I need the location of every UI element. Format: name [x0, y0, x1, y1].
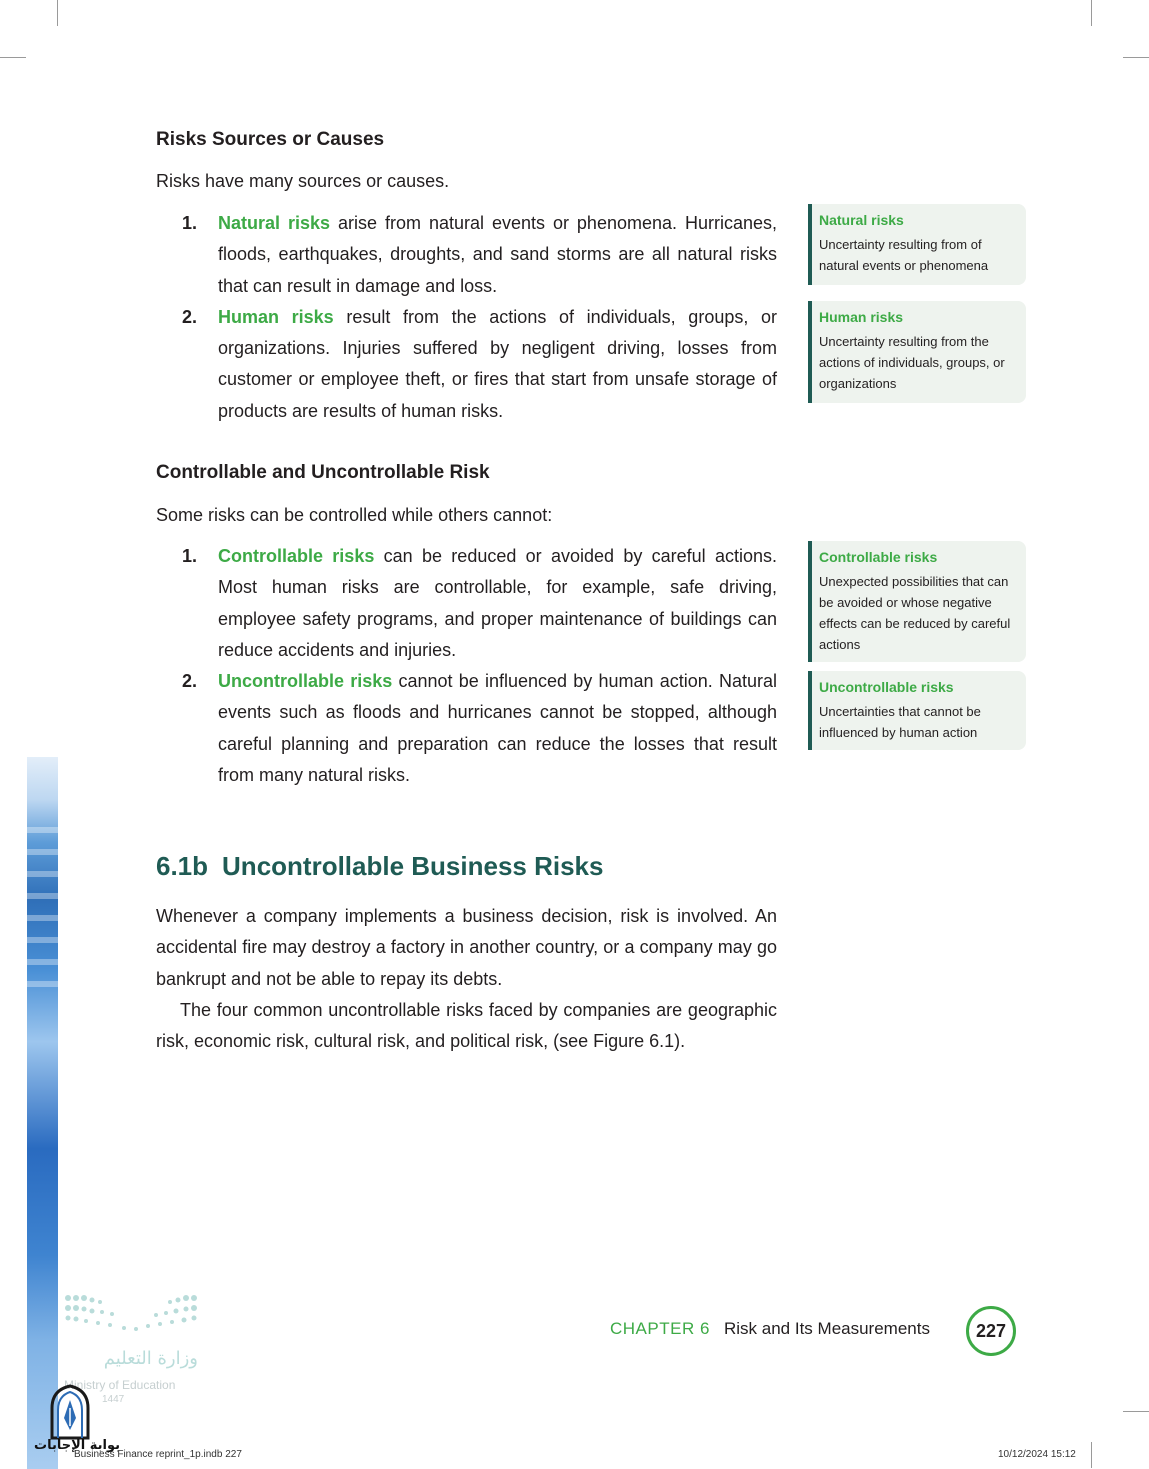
glossary-controllable-risks [808, 541, 1026, 662]
crop-mark [0, 57, 26, 58]
glossary-uncontrollable-risks [808, 671, 1026, 750]
list-risk-sources [156, 208, 777, 427]
keyword-controllable-risks: Controllable risks [218, 546, 375, 566]
item-text: result from the actions of individuals, groups, or organizations. Injuries suffered by negligent driving, losses from customer or employee theft, or fires that start from unsafe storage of products are results of human risks. [218, 306, 777, 421]
item-text: can be reduced or avoided by careful actions. Most human risks are controllable, for example, safe driving, employee safety programs, and proper maintenance of buildings can reduce accidents and injuries. [218, 546, 778, 660]
crop-mark [57, 0, 58, 26]
item-text: arise from natural events or phenomena. Hurricanes, floods, earthquakes, droughts, and sand storms are all natural risks that can result in damage and loss. [218, 213, 777, 296]
section-body [156, 901, 777, 1057]
heading-risk-sources: Risks Sources or Causes [156, 129, 385, 150]
ministry-arabic: وزارة التعليم [103, 1348, 198, 1369]
heading-controllable: Controllable and Uncontrollable Risk [156, 462, 490, 483]
crop-mark [1123, 1411, 1149, 1412]
list-item [156, 208, 777, 302]
list-item [156, 302, 777, 427]
paragraph: Whenever a company implements a business decision, risk is involved. An accidental fire may destroy a factory in another country, or a company may go bankrupt and not be able to repay its debts. [156, 906, 777, 989]
glossary-definition: Unexpected possibilities that can be avoided or whose negative effects can be reduced by careful actions [819, 574, 1011, 652]
glossary-term: Human risks [819, 309, 904, 325]
glossary-definition: Uncertainties that cannot be influenced by human action [819, 704, 981, 740]
glossary-natural-risks [808, 204, 1026, 285]
crop-mark [1091, 1442, 1092, 1468]
intro-risk-sources: Risks have many sources or causes. [156, 171, 450, 191]
glossary-definition: Uncertainty resulting from of natural events or phenomena [819, 237, 989, 273]
pen-arch-icon [48, 1384, 92, 1440]
dots-pattern-icon [62, 1290, 202, 1340]
item-number: 1. [182, 213, 198, 233]
item-number: 2. [182, 306, 198, 327]
keyword-natural-risks: Natural risks [218, 213, 331, 233]
portal-label: بوابة الإجابات [34, 1438, 120, 1453]
item-text: cannot be influenced by human action. Natural events such as floods and hurricanes cannot be stopped, although careful planning and preparation can reduce the losses that result from many natural risks. [218, 671, 777, 786]
section-number: 6.1b [156, 851, 209, 881]
footer-title: Risk and Its Measurements [724, 1319, 930, 1338]
item-number: 1. [182, 546, 198, 566]
ministry-year: 1447 [102, 1394, 125, 1405]
section-title [156, 851, 603, 882]
list-item [156, 666, 777, 791]
crop-mark [1123, 57, 1149, 58]
print-slug-file: Business Finance reprint_1p.indb 227 [74, 1449, 242, 1460]
section-title-text: Uncontrollable Business Risks [222, 851, 604, 881]
footer-chapter: CHAPTER 6 [610, 1319, 710, 1338]
glossary-term: Natural risks [819, 212, 904, 228]
print-slug-timestamp: 10/12/2024 15:12 [998, 1449, 1076, 1460]
list-controllable [156, 541, 777, 791]
crop-mark [1091, 0, 1092, 26]
list-item [156, 541, 777, 666]
intro-controllable: Some risks can be controlled while others cannot: [156, 505, 553, 525]
page-number: 227 [966, 1306, 1016, 1356]
glossary-human-risks [808, 301, 1026, 403]
item-number: 2. [182, 671, 198, 692]
sidebar-building-image [27, 757, 58, 1469]
ministry-english: Ministry of Education [64, 1378, 176, 1392]
glossary-term: Uncontrollable risks [819, 679, 954, 695]
keyword-human-risks: Human risks [218, 306, 334, 327]
paragraph: The four common uncontrollable risks faced by companies are geographic risk, economic risk, cultural risk, and political risk, (see Figure 6.1). [156, 999, 777, 1052]
keyword-uncontrollable-risks: Uncontrollable risks [218, 671, 393, 692]
glossary-definition: Uncertainty resulting from the actions of individuals, groups, or organizations [819, 334, 1005, 391]
glossary-term: Controllable risks [819, 549, 938, 565]
